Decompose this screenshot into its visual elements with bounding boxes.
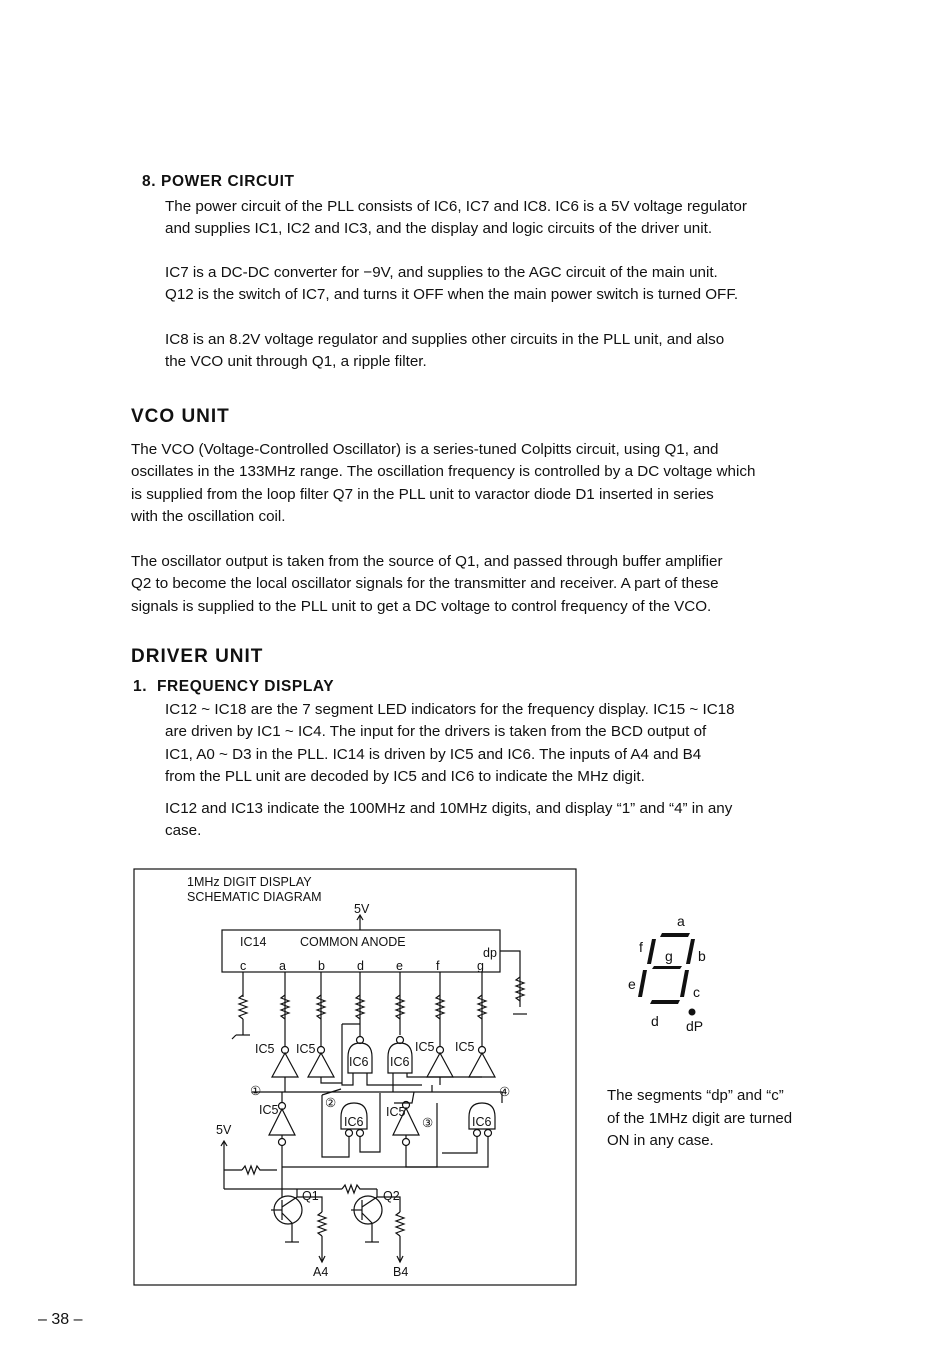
- label-ic5-lower-mid: IC5: [386, 1105, 406, 1119]
- label-ic14: IC14: [240, 935, 267, 949]
- text-line: The oscillator output is taken from the source of Q1, and passed through buffer amplifier: [131, 553, 723, 570]
- pin-b: b: [318, 959, 325, 973]
- text-line: with the oscillation coil.: [131, 507, 286, 525]
- label-ic6-e: IC6: [390, 1055, 410, 1069]
- pin-a: a: [279, 959, 286, 973]
- seg-label-a: a: [677, 913, 685, 929]
- text-line: case.: [165, 822, 202, 840]
- label-a4: A4: [313, 1265, 329, 1279]
- segment-b: [686, 939, 695, 964]
- seg-label-c: c: [693, 984, 700, 1000]
- text-line: Q12 is the switch of IC7, and turns it OFF when the main power switch is turned OFF.: [165, 286, 739, 304]
- driver-paragraph-1: [165, 699, 820, 788]
- text-line: from the PLL unit are decoded by IC5 and IC6 to indicate the MHz digit.: [165, 767, 645, 785]
- label-q2: Q2: [383, 1189, 400, 1203]
- text-line: are driven by IC1 ~ IC4. The input for the drivers is taken from the BCD output of: [165, 723, 707, 741]
- segment-g: [652, 966, 682, 969]
- segment-e: [638, 970, 647, 997]
- caption-line: The segments “dp” and “c”: [607, 1087, 784, 1104]
- schematic-diagram: [132, 867, 578, 1287]
- ic5-inverter-f: [427, 1053, 453, 1077]
- node-4-label: ④: [499, 1085, 511, 1099]
- label-b4: B4: [393, 1265, 409, 1279]
- label-ic5-a: IC5: [255, 1042, 275, 1056]
- text-line: IC7 is a DC-DC converter for −9V, and supplies to the AGC circuit of the main unit.: [165, 264, 718, 281]
- text-line: is supplied from the loop filter Q7 in the PLL unit to varactor diode D1 inserted in series: [131, 485, 714, 503]
- text-line: The VCO (Voltage-Controlled Oscillator) is a series-tuned Colpitts circuit, using Q1, and: [131, 441, 719, 458]
- text-line: signals is supplied to the PLL unit to get a DC voltage to control frequency of the VCO.: [131, 597, 712, 615]
- ic5-inverter-b: [308, 1053, 334, 1077]
- seg-label-d: d: [651, 1013, 659, 1029]
- segment-f: [647, 939, 656, 964]
- text-line: IC12 and IC13 indicate the 100MHz and 10MHz digits, and display “1” and “4” in any: [165, 800, 733, 817]
- emitter-resistor-q2: [396, 1212, 404, 1236]
- ic5-inverter-g: [469, 1053, 495, 1077]
- pin-c: c: [240, 959, 247, 973]
- text-line: Q2 to become the local oscillator signals for the transmitter and receiver. A part of these: [131, 575, 719, 593]
- seven-segment-figure: [622, 908, 732, 1038]
- base-resistor-q1: [242, 1166, 277, 1174]
- segment-d: [650, 1000, 680, 1004]
- base-resistor-q2: [342, 1185, 377, 1193]
- label-ic5-f: IC5: [415, 1040, 435, 1054]
- frequency-display-heading: 1. FREQUENCY DISPLAY: [133, 678, 335, 695]
- seg-label-e: e: [628, 976, 636, 992]
- driver-unit-heading: DRIVER UNIT: [131, 646, 264, 667]
- emitter-resistor-q1: [318, 1212, 326, 1236]
- segment-dp: [689, 1009, 696, 1016]
- schematic-title-line1: 1MHz DIGIT DISPLAY: [187, 875, 312, 889]
- caption-line: ON in any case.: [607, 1132, 714, 1149]
- segment-caption: [607, 1085, 837, 1153]
- pin-f: f: [436, 959, 440, 973]
- pin-g: g: [477, 959, 484, 973]
- text-line: IC12 ~ IC18 are the 7 segment LED indicators for the frequency display. IC15 ~ IC18: [165, 701, 735, 718]
- node-3-label: ③: [422, 1116, 434, 1130]
- pin-d: d: [357, 959, 364, 973]
- page-number: – 38 –: [38, 1311, 83, 1328]
- label-ic5-lower-left: IC5: [259, 1103, 279, 1117]
- power-paragraph-3: [165, 329, 820, 374]
- label-q1: Q1: [302, 1189, 319, 1203]
- segment-c: [680, 970, 689, 997]
- seg-label-dp: dP: [686, 1018, 704, 1034]
- label-5v-left: 5V: [216, 1123, 232, 1137]
- text-line: IC1, A0 ~ D3 in the PLL. IC14 is driven by IC5 and IC6. The inputs of A4 and B4: [165, 745, 702, 763]
- label-5v-top: 5V: [354, 902, 370, 916]
- caption-line: of the 1MHz digit are turned: [607, 1109, 793, 1127]
- label-ic6-lower-mid: IC6: [344, 1115, 364, 1129]
- text-line: oscillates in the 133MHz range. The oscillation frequency is controlled by a DC voltage which: [131, 463, 756, 481]
- text-line: The power circuit of the PLL consists of IC6, IC7 and IC8. IC6 is a 5V voltage regulator: [165, 198, 747, 215]
- diagram-frame: [134, 869, 576, 1285]
- power-paragraph-1: [165, 196, 820, 241]
- node-2-label: ②: [325, 1096, 337, 1110]
- power-circuit-heading: 8. POWER CIRCUIT: [142, 173, 295, 190]
- ic5-inverter-a: [272, 1053, 298, 1077]
- vco-paragraph-1: [131, 439, 820, 528]
- driver-paragraph-2: [165, 798, 820, 843]
- vco-unit-heading: VCO UNIT: [131, 406, 230, 427]
- seg-label-b: b: [698, 948, 706, 964]
- seg-label-g: g: [665, 948, 673, 964]
- text-line: the VCO unit through Q1, a ripple filter.: [165, 353, 427, 371]
- label-ic5-g: IC5: [455, 1040, 475, 1054]
- segment-a: [660, 933, 690, 937]
- label-ic6-d: IC6: [349, 1055, 369, 1069]
- text-line: and supplies IC1, IC2 and IC3, and the display and logic circuits of the driver unit.: [165, 220, 713, 238]
- label-ic6-lower-right: IC6: [472, 1115, 492, 1129]
- pin-e: e: [396, 959, 403, 973]
- label-dp-pin: dp: [483, 946, 497, 960]
- label-ic5-b: IC5: [296, 1042, 316, 1056]
- label-common-anode: COMMON ANODE: [300, 935, 406, 949]
- text-line: IC8 is an 8.2V voltage regulator and supplies other circuits in the PLL unit, and also: [165, 331, 725, 348]
- schematic-title-line2: SCHEMATIC DIAGRAM: [187, 890, 322, 904]
- power-paragraph-2: [165, 262, 820, 307]
- vco-paragraph-2: [131, 551, 820, 618]
- seg-label-f: f: [639, 939, 643, 955]
- c-resistor: [239, 995, 247, 1019]
- node-1-label: ①: [250, 1084, 262, 1098]
